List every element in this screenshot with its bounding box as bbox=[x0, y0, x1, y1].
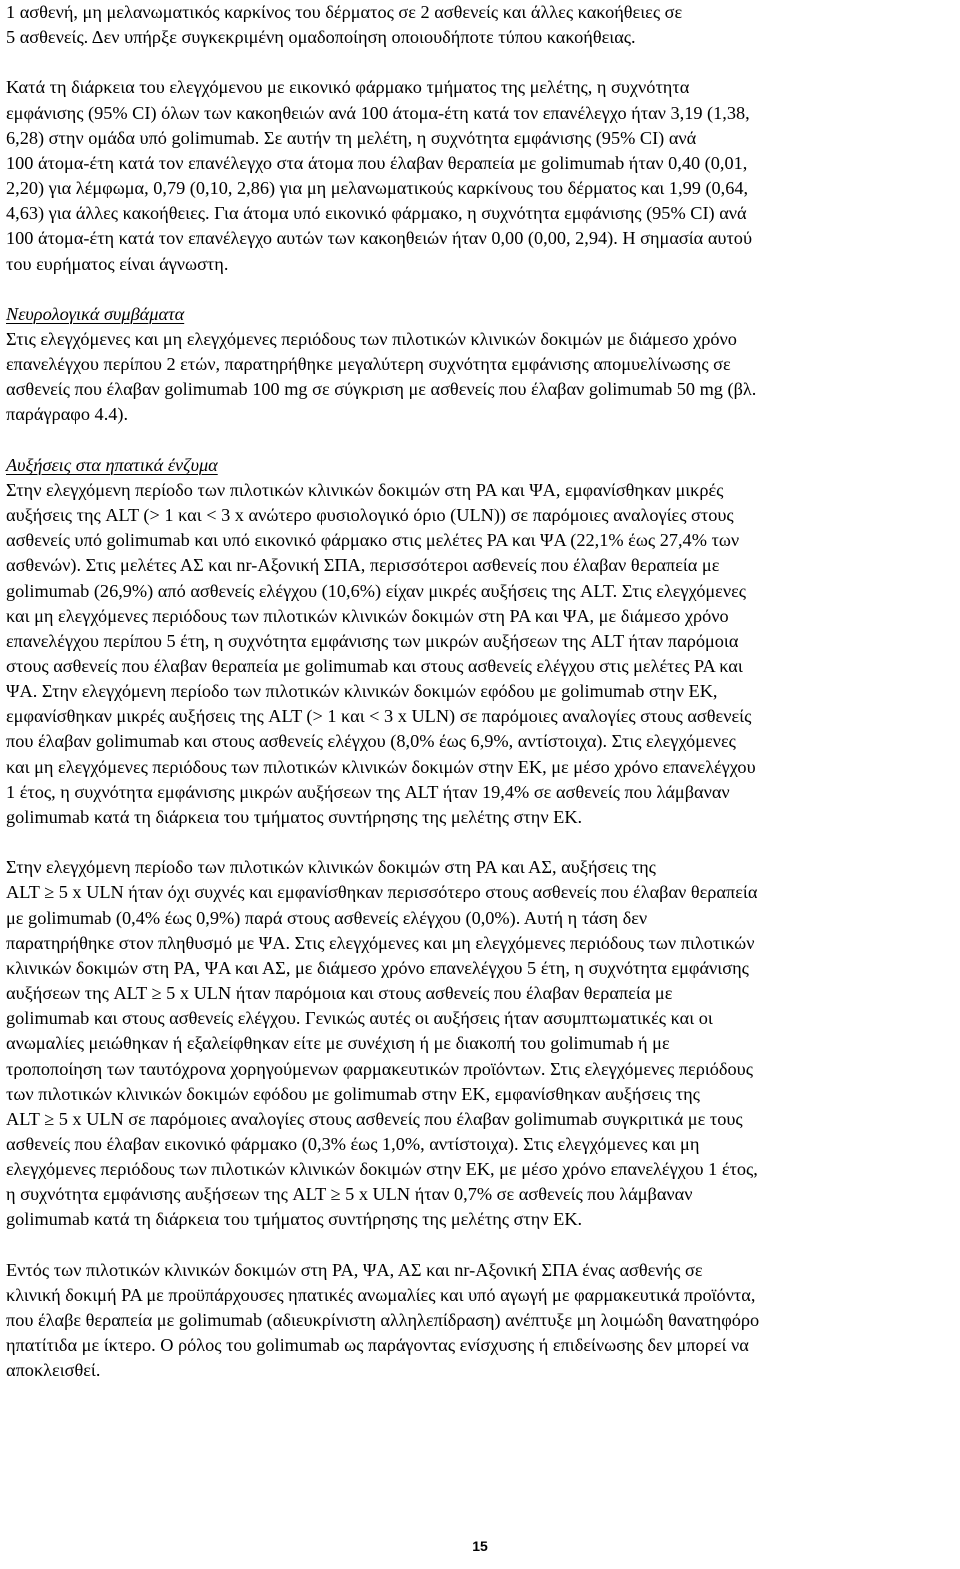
text-line: 4,63) για άλλες κακοήθειες. Για άτομα υπό εικονικό φάρμακο, η συχνότητα εμφάνισης (95% CI) ανά bbox=[6, 203, 747, 224]
paragraph-spacer bbox=[6, 277, 956, 302]
text-line: ALT ≥ 5 x ULN ήταν όχι συχνές και εμφανίσθηκαν περισσότερο στους ασθενείς που έλαβαν θεραπεία bbox=[6, 882, 758, 903]
text-line: ελεγχόμενες περιόδους των πιλοτικών κλινικών δοκιμών στην ΕΚ, με μέσο χρόνο επανελέγχου 1 έτος, bbox=[6, 1159, 758, 1180]
text-line: και μη ελεγχόμενες περιόδους των πιλοτικών κλινικών δοκιμών στην ΕΚ, με μέσο χρόνο επανελέγχου bbox=[6, 756, 756, 777]
paragraph-liver-enzymes-alt-severe bbox=[6, 855, 956, 1232]
text-line: ασθενείς που έλαβαν εικονικό φάρμακο (0,3% έως 1,0%, αντίστοιχα). Στις ελεγχόμενες και μη bbox=[6, 1133, 700, 1154]
text-line: Στην ελεγχόμενη περίοδο των πιλοτικών κλινικών δοκιμών στη ΡΑ και ΑΣ, αυξήσεις της bbox=[6, 857, 656, 878]
text-line: του ευρήματος είναι άγνωστη. bbox=[6, 253, 229, 274]
paragraph-malignancy-continuation bbox=[6, 0, 956, 50]
text-line: ασθενών). Στις μελέτες ΑΣ και nr-Αξονική ΣΠΑ, περισσότεροι ασθενείς που έλαβαν θεραπεία με bbox=[6, 555, 720, 576]
text-line: αποκλεισθεί. bbox=[6, 1360, 101, 1381]
text-line: παράγραφο 4.4). bbox=[6, 404, 129, 425]
text-line: 100 άτομα-έτη κατά τον επανέλεγχο στα άτομα που έλαβαν θεραπεία με golimumab ήταν 0,40 (0,01, bbox=[6, 152, 748, 173]
text-line: golimumab και στους ασθενείς ελέγχου. Γενικώς αυτές οι αυξήσεις ήταν ασυμπτωματικές και οι bbox=[6, 1008, 713, 1029]
text-line: ανωμαλίες μειώθηκαν ή εξαλείφθηκαν είτε με συνέχιση ή με διακοπή του golimumab ή με bbox=[6, 1033, 670, 1054]
text-line: 6,28) στην ομάδα υπό golimumab. Σε αυτήν τη μελέτη, η συχνότητα εμφάνισης (95% CI) ανά bbox=[6, 127, 697, 148]
text-line: τροποποίηση των ταυτόχρονα χορηγούμενων φαρμακευτικών προϊόντων. Στις ελεγχόμενες περιόδους bbox=[6, 1058, 753, 1079]
paragraph-neurological-events bbox=[6, 327, 956, 428]
text-line: ΨΑ. Στην ελεγχόμενη περίοδο των πιλοτικών κλινικών δοκιμών εφόδου με golimumab στην ΕΚ, bbox=[6, 681, 718, 702]
paragraph-spacer bbox=[6, 830, 956, 855]
paragraph-liver-enzymes-fatal-hepatitis bbox=[6, 1258, 956, 1384]
text-line: golimumab (26,9%) από ασθενείς ελέγχου (10,6%) είχαν μικρές αυξήσεις της ALT. Στις ελεγχόμενες bbox=[6, 580, 747, 601]
text-line: αυξήσεις της ALT (> 1 και < 3 x ανώτερο φυσιολογικό όριο (ULN)) σε παρόμοιες αναλογίες στους bbox=[6, 505, 734, 526]
text-line: εμφάνισης (95% CI) όλων των κακοηθειών ανά 100 άτομα-έτη κατά τον επανέλεγχο ήταν 3,19 (1,38, bbox=[6, 102, 750, 123]
text-line: ηπατίτιδα με ίκτερο. Ο ρόλος του golimumab ως παράγοντας ενίσχυσης ή επιδείνωσης δεν μπορεί να bbox=[6, 1335, 749, 1356]
text-line: η συχνότητα εμφάνισης αυξήσεων της ALT ≥ 5 x ULN ήταν 0,7% σε ασθενείς που λάμβαναν bbox=[6, 1184, 693, 1205]
text-line: ασθενείς που έλαβαν golimumab 100 mg σε σύγκριση με ασθενείς που έλαβαν golimumab 50 mg (βλ. bbox=[6, 379, 757, 400]
text-line: αυξήσεων της ALT ≥ 5 x ULN ήταν παρόμοια και στους ασθενείς που έλαβαν θεραπεία με bbox=[6, 983, 673, 1004]
text-line: παρατηρήθηκε στον πληθυσμό με ΨΑ. Στις ελεγχόμενες και μη ελεγχόμενες περιόδους των πιλοτικών bbox=[6, 932, 755, 953]
text-line: Κατά τη διάρκεια του ελεγχόμενου με εικονικό φάρμακο τμήματος της μελέτης, η συχνότητα bbox=[6, 77, 690, 98]
section-heading-liver-enzymes: Αυξήσεις στα ηπατικά ένζυμα bbox=[6, 454, 218, 475]
text-line: 1 ασθενή, μη μελανωματικός καρκίνος του δέρματος σε 2 ασθενείς και άλλες κακοήθειες σε bbox=[6, 2, 683, 22]
section-heading-neurological-events: Νευρολογικά συμβάματα bbox=[6, 303, 185, 324]
text-line: 1 έτος, η συχνότητα εμφάνισης μικρών αυξήσεων της ALT ήταν 19,4% σε ασθενείς που λάμβαναν bbox=[6, 781, 730, 802]
text-line: golimumab κατά τη διάρκεια του τμήματος συντήρησης της μελέτης στην ΕΚ. bbox=[6, 806, 583, 827]
text-line: golimumab κατά τη διάρκεια του τμήματος συντήρησης της μελέτης στην ΕΚ. bbox=[6, 1209, 583, 1230]
text-line: που έλαβαν golimumab και στους ασθενείς ελέγχου (8,0% έως 6,9%, αντίστοιχα). Στις ελεγχόμενες bbox=[6, 731, 736, 752]
text-line: επανελέγχου περίπου 5 έτη, η συχνότητα εμφάνισης των μικρών αυξήσεων της ALT ήταν παρόμοια bbox=[6, 630, 739, 651]
page-number: 15 bbox=[472, 1538, 488, 1554]
document-page bbox=[6, 0, 956, 1384]
text-line: 2,20) για λέμφωμα, 0,79 (0,10, 2,86) για μη μελανωματικούς καρκίνους του δέρματος και 1,99 (0,64, bbox=[6, 178, 749, 199]
text-line: κλινική δοκιμή ΡΑ με προϋπάρχουσες ηπατικές ανωμαλίες και υπό αγωγή με φαρμακευτικά προϊόντα, bbox=[6, 1284, 756, 1305]
text-line: των πιλοτικών κλινικών δοκιμών εφόδου με golimumab στην ΕΚ, εμφανίσθηκαν αυξήσεις της bbox=[6, 1083, 700, 1104]
paragraph-liver-enzymes-alt-mild bbox=[6, 478, 956, 830]
text-line: επανελέγχου περίπου 2 ετών, παρατηρήθηκε μεγαλύτερη συχνότητα εμφάνισης απομυελίνωσης σε bbox=[6, 354, 731, 375]
text-line: Στις ελεγχόμενες και μη ελεγχόμενες περιόδους των πιλοτικών κλινικών δοκιμών με διάμεσο χρόνο bbox=[6, 329, 737, 349]
text-line: κλινικών δοκιμών στη ΡΑ, ΨΑ και ΑΣ, με διάμεσο χρόνο επανελέγχου 5 έτη, η συχνότητα εμφάνισης bbox=[6, 957, 749, 978]
text-line: και μη ελεγχόμενες περιόδους των πιλοτικών κλινικών δοκιμών στη ΡΑ και ΨΑ, με διάμεσο χρόνο bbox=[6, 605, 729, 626]
paragraph-spacer bbox=[6, 50, 956, 75]
text-line: Στην ελεγχόμενη περίοδο των πιλοτικών κλινικών δοκιμών στη ΡΑ και ΨΑ, εμφανίσθηκαν μικρές bbox=[6, 479, 724, 500]
text-line: 5 ασθενείς. Δεν υπήρξε συγκεκριμένη ομαδοποίηση οποιουδήποτε τύπου κακοήθειας. bbox=[6, 27, 636, 48]
text-line: που έλαβε θεραπεία με golimumab (αδιευκρίνιστη αλληλεπίδραση) ανέπτυξε μη λοιμώδη θανατηφόρο bbox=[6, 1310, 760, 1331]
text-line: ALT ≥ 5 x ULN σε παρόμοιες αναλογίες στους ασθενείς που έλαβαν golimumab συγκριτικά με τους bbox=[6, 1108, 743, 1129]
paragraph-spacer bbox=[6, 428, 956, 453]
text-line: Εντός των πιλοτικών κλινικών δοκιμών στη ΡΑ, ΨΑ, ΑΣ και nr-Αξονική ΣΠΑ ένας ασθενής σε bbox=[6, 1259, 703, 1280]
text-line: με golimumab (0,4% έως 0,9%) παρά στους ασθενείς ελέγχου (0,0%). Αυτή η τάση δεν bbox=[6, 907, 648, 928]
text-line: 100 άτομα-έτη κατά τον επανέλεγχο αυτών των κακοηθειών ήταν 0,00 (0,00, 2,94). Η σημασία αυτού bbox=[6, 228, 752, 249]
paragraph-malignancy-incidence bbox=[6, 75, 956, 276]
text-line: στους ασθενείς που έλαβαν θεραπεία με golimumab και στους ασθενείς ελέγχου στις μελέτες ΡΑ και bbox=[6, 656, 743, 677]
paragraph-spacer bbox=[6, 1233, 956, 1258]
text-line: εμφανίσθηκαν μικρές αυξήσεις της ALT (> 1 και < 3 x ULN) σε παρόμοιες αναλογίες στους ασθενείς bbox=[6, 706, 752, 727]
text-line: ασθενείς υπό golimumab και υπό εικονικό φάρμακο στις μελέτες ΡΑ και ΨΑ (22,1% έως 27,4% των bbox=[6, 530, 740, 551]
